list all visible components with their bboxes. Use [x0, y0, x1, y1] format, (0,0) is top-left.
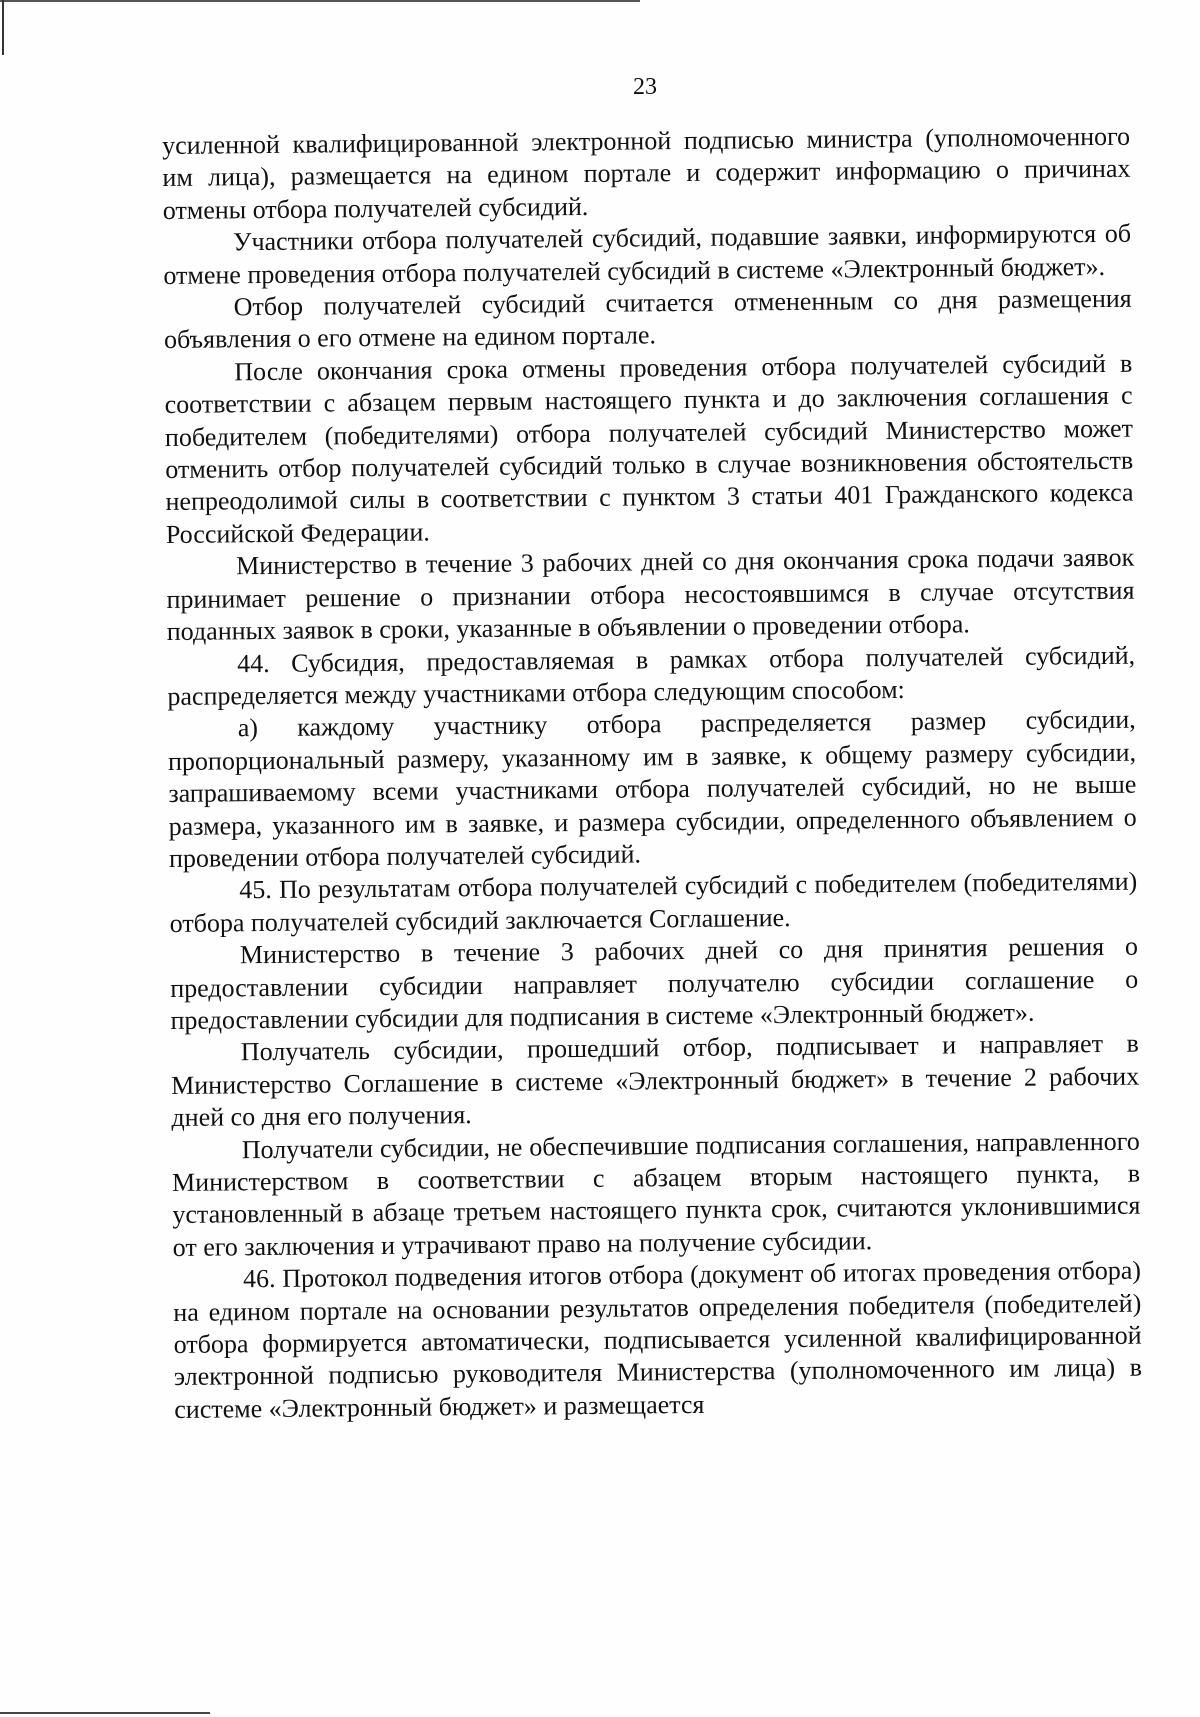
paragraph-9: Министерство в течение 3 рабочих дней со дня принятия решения о предоставлении субсидии направляет получателю субсидии соглашение о предоставлении субсидии для подписания в системе «Электронный бюджет».: [170, 931, 1139, 1035]
page-number: 23: [633, 74, 657, 100]
paragraph-3: Отбор получателей субсидий считается отмененным со дня размещения объявления о его отмене на едином портале.: [163, 283, 1132, 355]
paragraph-10: Получатель субсидии, прошедший отбор, подписывает и направляет в Министерство Соглашение в системе «Электронный бюджет» в течение 2 рабочих дней со дня его получения.: [171, 1029, 1140, 1133]
paragraph-12: 46. Протокол подведения итогов отбора (документ об итогах проведения отбора) на едином портале на основании результатов определения победителя (победителей) отбора формируется автоматически, подписывается усиленной квалифицированной электронной подписью руководителя Министерства (уполномоченного им лица) в системе «Электронный бюджет» и размещается: [173, 1255, 1143, 1424]
paragraph-11: Получатели субсидии, не обеспечившие подписания соглашения, направленного Министерством в соответствии с абзацем вторым настоящего пункта, в установленный в абзаце третьем настоящего пункта срок, считаются уклонившимися от его заключения и утрачивают право на получение субсидии.: [171, 1126, 1141, 1262]
paragraph-7: а) каждому участнику отбора распределяется размер субсидии, пропорциональный размеру, указанному им в заявке, к общему размеру субсидии, запрашиваемому всеми участниками отбора получателей субсидий, но не выше размера, указанного им в заявке, и размера субсидии, определенного объявлением о проведении отбора получателей субсидий.: [167, 704, 1137, 873]
paragraph-5: Министерство в течение 3 рабочих дней со дня окончания срока подачи заявок принимает решение о признании отбора несостоявшимся в случае отсутствия поданных заявок в сроки, указанные в объявлении о проведении отбора.: [166, 542, 1135, 647]
paragraph-6: 44. Субсидия, предоставляемая в рамках отбора получателей субсидий, распределяется между участниками отбора следующим способом:: [167, 640, 1136, 711]
scan-edge-bottom: [0, 1712, 210, 1714]
paragraph-2: Участники отбора получателей субсидий, подавшие заявки, информируются об отмене проведения отбора получателей субсидий в системе «Электронный бюджет».: [163, 218, 1132, 290]
paragraph-4: После окончания срока отмены проведения отбора получателей субсидий в соответствии с абзацем первым настоящего пункта и до заключения соглашения с победителем (победителями) отбора получателей субсидий Министерство может отменить отбор получателей субсидий только в случае возникновения обстоятельств непреодолимой силы в соответствии с пунктом 3 статьи 401 Гражданского кодекса Российской Федерации.: [164, 348, 1134, 549]
paragraph-1: усиленной квалифицированной электронной подписью министра (уполномоченного им лица), размещается на едином портале и содержит информацию о причинах отмены отбора получателей субсидий.: [162, 121, 1131, 225]
paragraph-8: 45. По результатам отбора получателей субсидий с победителем (победителями) отбора получателей субсидий заключается Соглашение.: [169, 867, 1138, 938]
document-body: [162, 121, 1142, 1426]
scan-edge-left: [2, 0, 4, 55]
scan-edge-top: [0, 0, 640, 2]
